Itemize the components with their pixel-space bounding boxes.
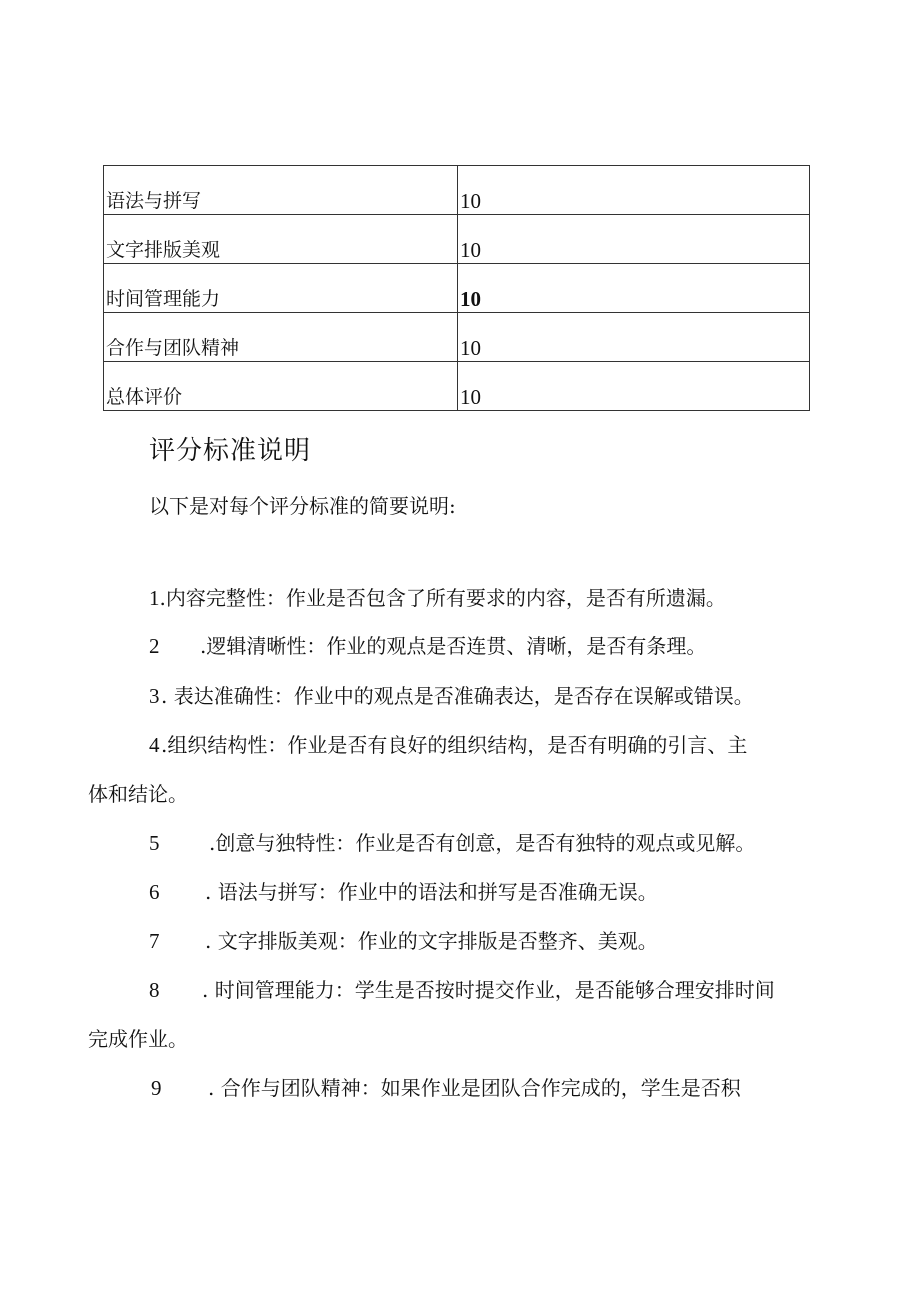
list-item	[149, 582, 726, 611]
criterion-score: 10	[458, 313, 810, 362]
criterion-score: 10	[458, 215, 810, 264]
criterion-label: 总体评价	[104, 362, 458, 411]
score-table	[103, 165, 810, 411]
list-item	[151, 1072, 741, 1101]
item-number: 7	[149, 929, 160, 953]
table-row	[104, 264, 810, 313]
item-number: 8	[149, 978, 160, 1002]
item-text: . 文字排版美观：作业的文字排版是否整齐、美观。	[205, 929, 658, 953]
list-item-continuation: 体和结论。	[88, 782, 188, 806]
item-text: . 语法与拼写：作业中的语法和拼写是否准确无误。	[205, 880, 658, 904]
item-number: 2	[149, 634, 160, 658]
table-row	[104, 166, 810, 215]
item-text: . 合作与团队精神：如果作业是团队合作完成的，学生是否积	[208, 1076, 741, 1100]
list-item-continuation: 完成作业。	[88, 1027, 188, 1051]
item-number: 5	[149, 831, 160, 855]
criterion-label: 合作与团队精神	[104, 313, 458, 362]
criterion-score: 10	[458, 166, 810, 215]
list-item	[149, 974, 775, 1003]
item-number: 3	[149, 684, 160, 708]
criterion-label: 文字排版美观	[104, 215, 458, 264]
item-number: 1	[149, 586, 160, 610]
criterion-score: 10	[458, 362, 810, 411]
item-text: .创意与独特性：作业是否有创意，是否有独特的观点或见解。	[209, 831, 756, 855]
table-row	[104, 362, 810, 411]
list-item	[149, 827, 755, 856]
list-item	[149, 630, 706, 659]
item-text: . 时间管理能力：学生是否按时提交作业，是否能够合理安排时间	[202, 978, 775, 1002]
item-text: .逻辑清晰性：作业的观点是否连贯、清晰，是否有条理。	[200, 634, 707, 658]
item-number: 6	[149, 880, 160, 904]
table-row	[104, 215, 810, 264]
table-row	[104, 313, 810, 362]
criterion-label: 时间管理能力	[104, 264, 458, 313]
list-item	[149, 729, 747, 758]
section-heading: 评分标准说明	[149, 436, 312, 466]
list-item	[149, 876, 658, 905]
item-text: .内容完整性：作业是否包含了所有要求的内容，是否有所遗漏。	[159, 586, 726, 610]
section-intro: 以下是对每个评分标准的简要说明:	[149, 494, 456, 518]
criterion-label: 语法与拼写	[104, 166, 458, 215]
item-text: . 表达准确性：作业中的观点是否准确表达，是否存在误解或错误。	[161, 684, 754, 708]
item-number: 4	[149, 733, 160, 757]
item-text: .组织结构性：作业是否有良好的组织结构，是否有明确的引言、主	[161, 733, 748, 757]
criterion-score: 10	[458, 264, 810, 313]
list-item	[149, 925, 658, 954]
list-item	[149, 680, 754, 709]
item-number: 9	[151, 1076, 162, 1100]
